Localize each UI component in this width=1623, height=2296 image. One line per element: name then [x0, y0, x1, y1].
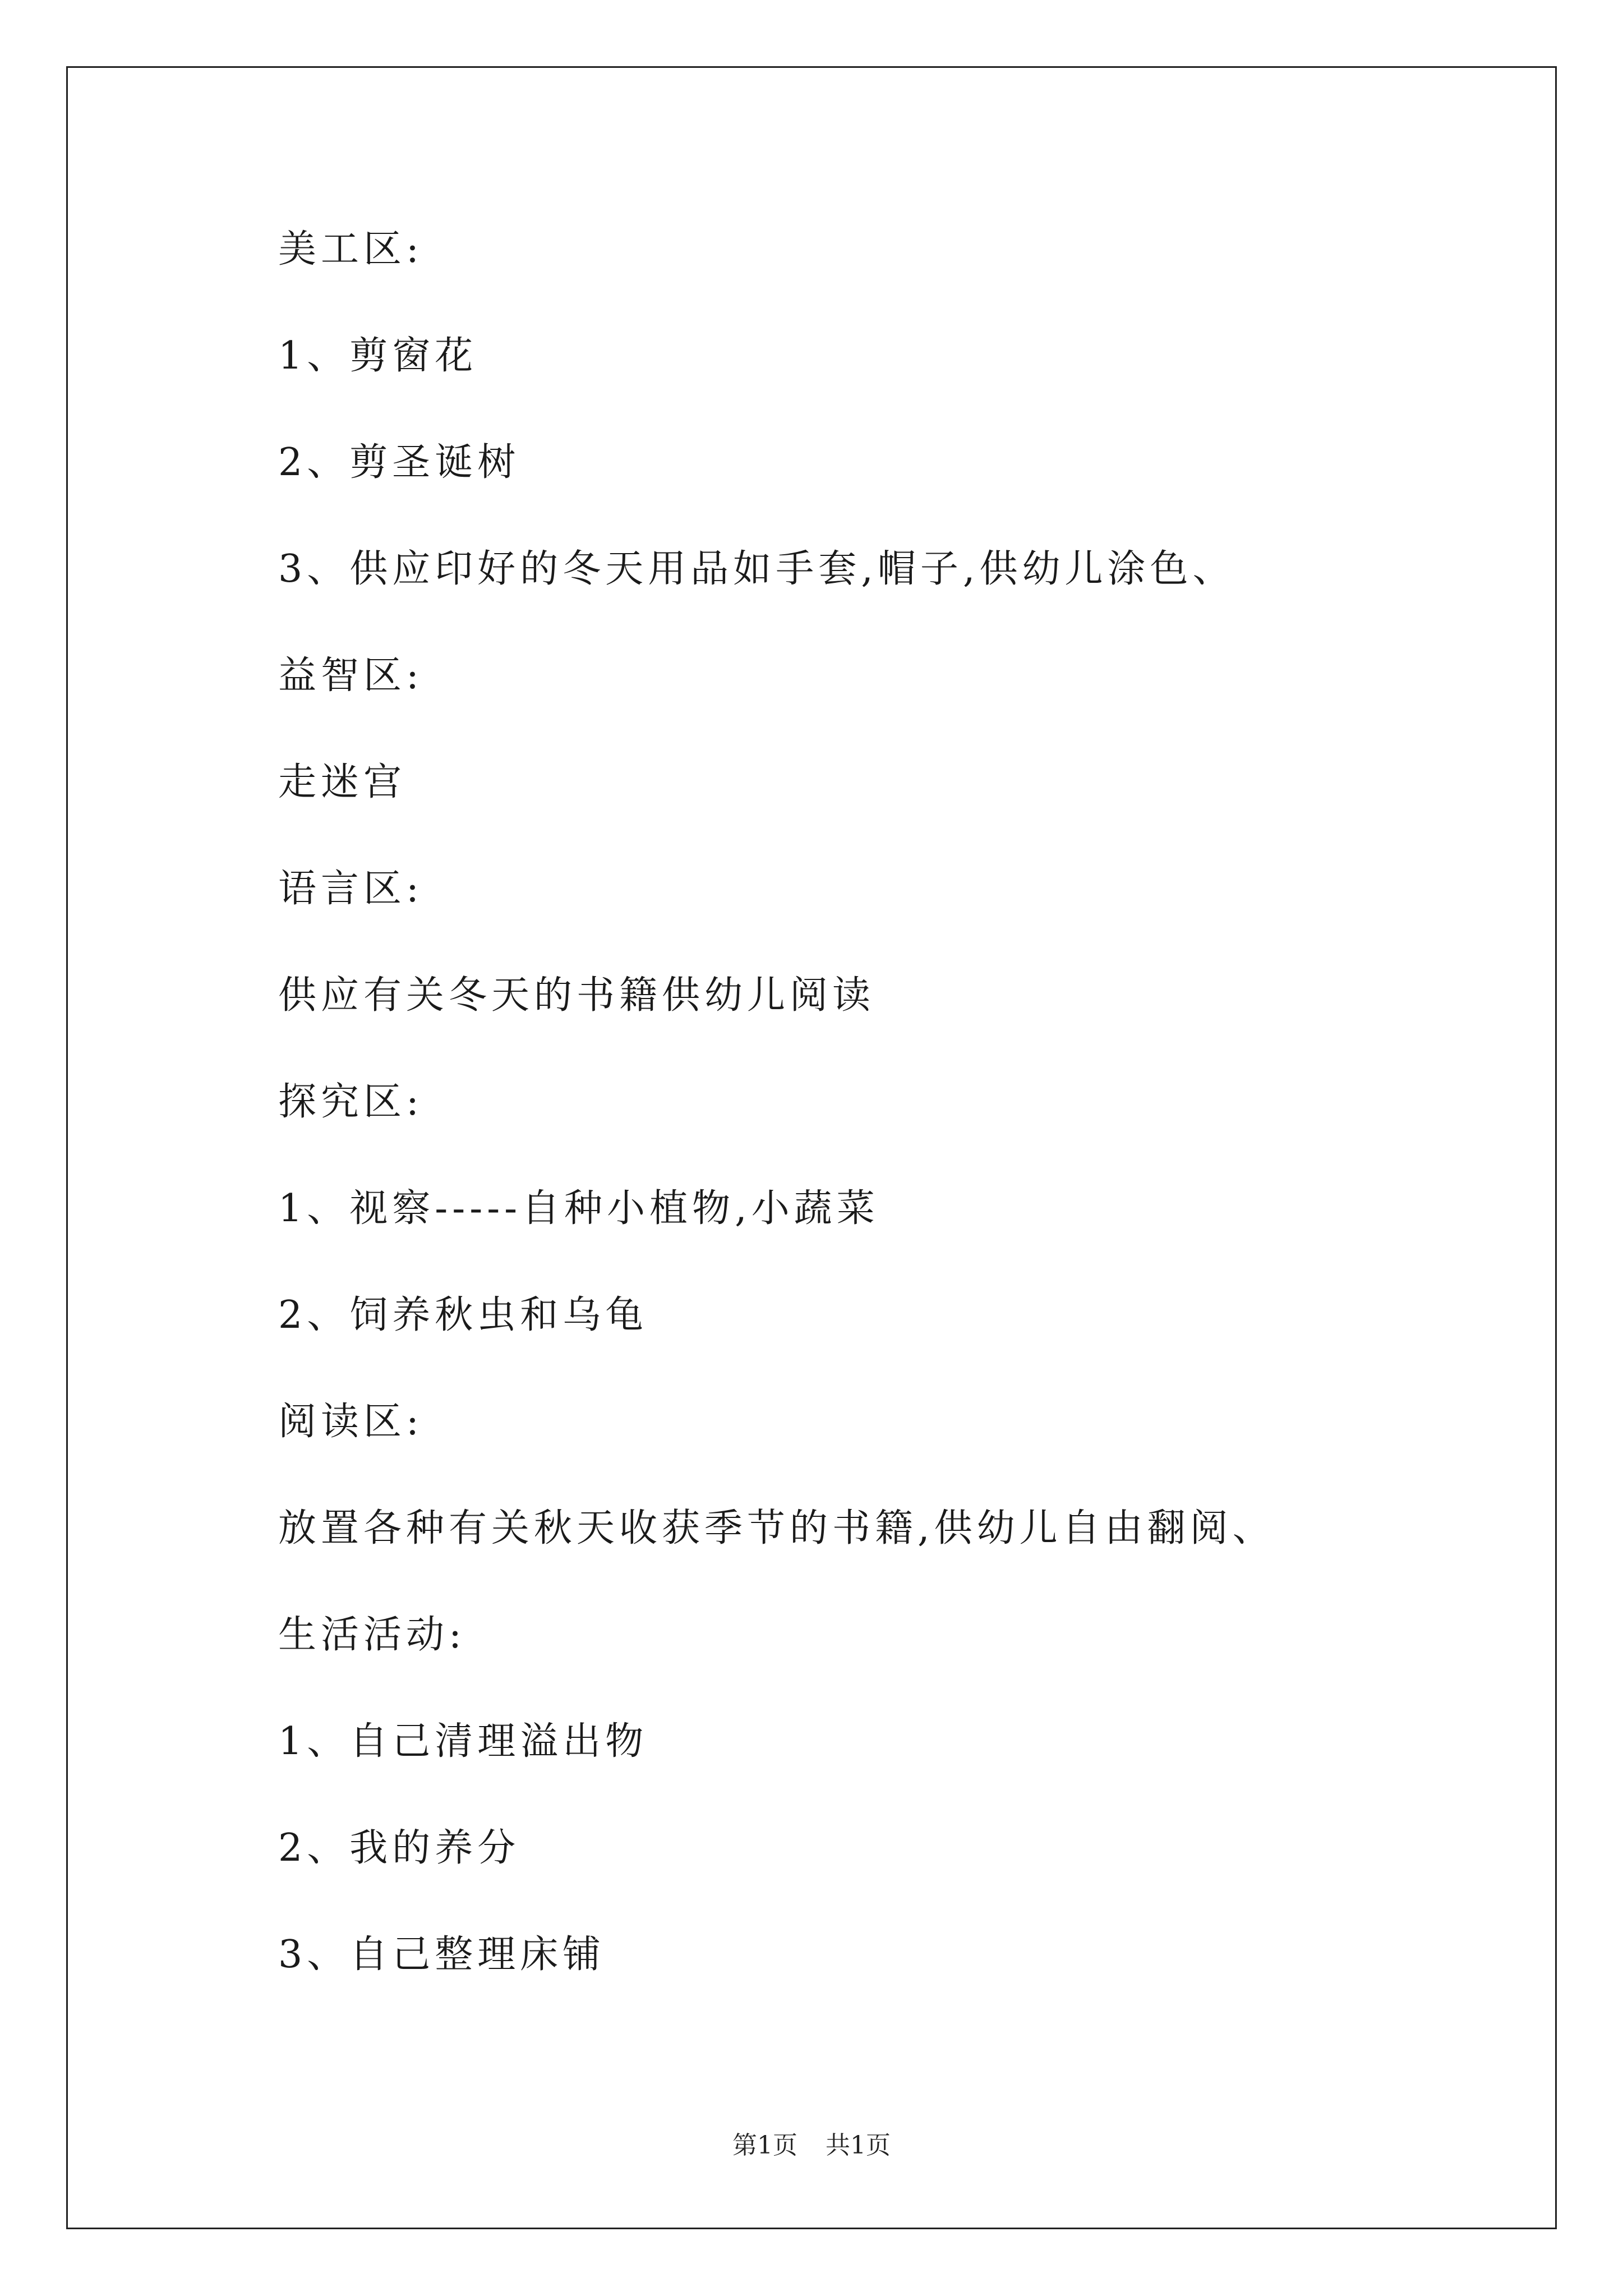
- section-heading-reading: 阅读区:: [278, 1400, 423, 1444]
- section-heading-life: 生活活动:: [278, 1613, 466, 1657]
- page-footer: [0, 2129, 1623, 2162]
- list-item: 2、我的养分: [278, 1826, 520, 1870]
- section-heading-puzzle: 益智区:: [278, 654, 423, 698]
- list-item: 2、剪圣诞树: [278, 440, 520, 485]
- list-item: 2、饲养秋虫和乌龟: [278, 1293, 648, 1337]
- section-heading-exploration: 探究区:: [278, 1080, 423, 1124]
- paragraph: 走迷宫: [278, 760, 407, 804]
- page-number: 第1页: [732, 2131, 797, 2160]
- list-item: 3、供应印好的冬天用品如手套,帽子,供幼儿涂色、: [278, 547, 1235, 591]
- paragraph: 供应有关冬天的书籍供幼儿阅读: [278, 973, 875, 1018]
- list-item: 1、剪窗花: [278, 334, 478, 378]
- list-item: 1、自己清理溢出物: [278, 1719, 648, 1764]
- list-item: 3、自己整理床铺: [278, 1932, 606, 1977]
- list-item: 1、视察-----自种小植物,小蔬菜: [278, 1186, 879, 1231]
- page-total: 共1页: [826, 2131, 891, 2160]
- document-body: [278, 222, 1512, 2033]
- section-heading-art: 美工区:: [278, 227, 423, 272]
- section-heading-language: 语言区:: [278, 867, 423, 911]
- paragraph: 放置各种有关秋天收获季节的书籍,供幼儿自由翻阅、: [278, 1506, 1275, 1550]
